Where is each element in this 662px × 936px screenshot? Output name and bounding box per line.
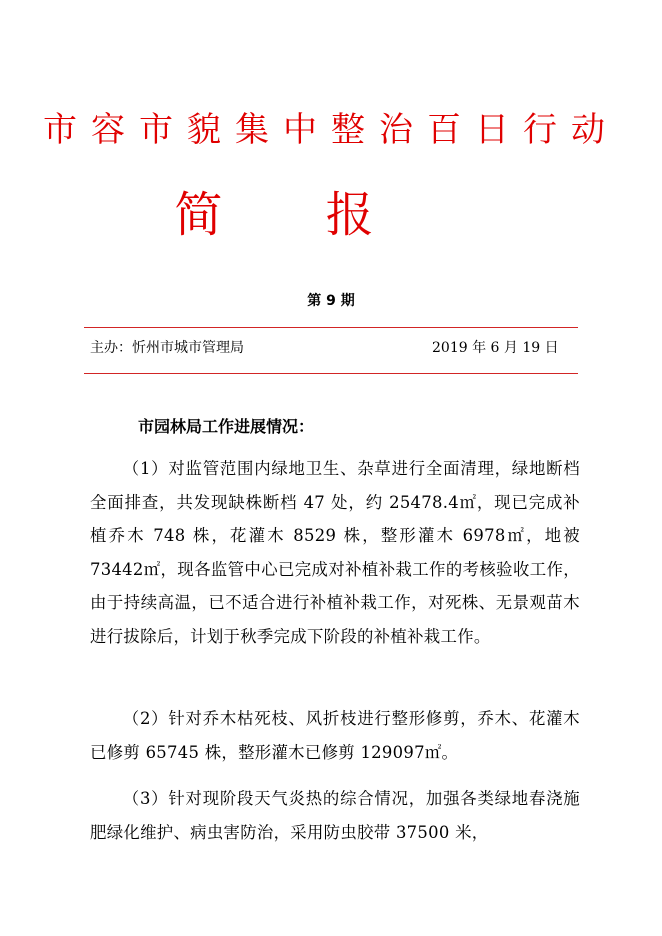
briefing-title: 市容市貌集中整治百日行动 (43, 110, 619, 150)
header-bottom-rule (84, 373, 578, 374)
publish-date: 2019 年 6 月 19 日 (432, 340, 559, 356)
sponsor-line: 主办：忻州市城市管理局 (90, 340, 244, 356)
paragraph-3: （3）针对现阶段天气炎热的综合情况，加强各类绿地春浇施肥绿化维护、病虫害防治，采用防虫胶带 37500 米， (90, 789, 580, 842)
section-heading: 市园林局工作进展情况： (138, 417, 315, 436)
header-top-rule (84, 327, 578, 328)
briefing-subtitle: 简 报 (174, 187, 418, 243)
paragraph-2: （2）针对乔木枯死枝、风折枝进行整形修剪，乔木、花灌木已修剪 65745 株，整形灌木已修剪 129097㎡。 (90, 709, 580, 762)
paragraph-1: （1）对监管范围内绿地卫生、杂草进行全面清理，绿地断档全面排查，共发现缺株断档 47 处，约 25478.4㎡，现已完成补植乔木 748 株，花灌木 8529 株，整形灌木 6978㎡，地被 73442㎡，现各监管中心已完成对补植补栽工作的考核验收工作，由于持续高温，已不适合进行补植补栽工作，对死株、无景观苗木进行拔除后，计划于秋季完成下阶段的补植补栽工作。 (90, 459, 580, 646)
issue-number: 第 9 期 (307, 293, 355, 309)
